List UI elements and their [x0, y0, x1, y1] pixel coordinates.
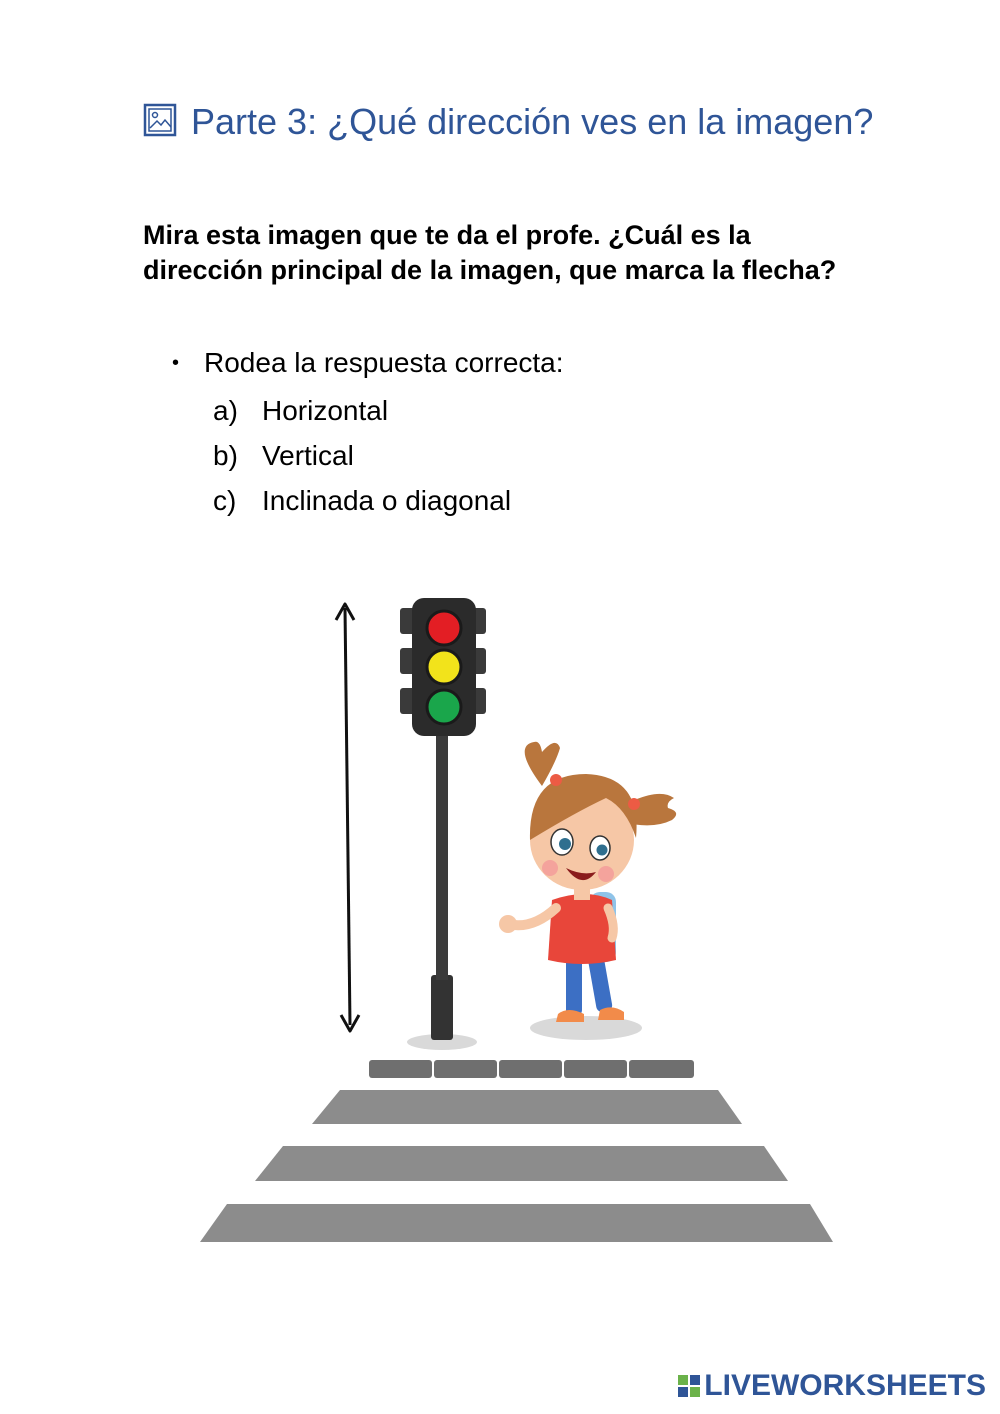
illustration [190, 590, 850, 1260]
image-frame-icon [143, 101, 177, 135]
instruction-text: Rodea la respuesta correcta: [204, 347, 564, 378]
answer-options [213, 388, 511, 523]
watermark [678, 1368, 986, 1404]
option-label: Horizontal [262, 395, 389, 426]
option-label: Inclinada o diagonal [262, 485, 512, 516]
option-a[interactable] [213, 388, 511, 433]
liveworksheets-logo-icon [678, 1375, 700, 1397]
traffic-light-icon [400, 598, 486, 1050]
watermark-text: LIVEWORKSHEETS [704, 1369, 986, 1402]
girl-with-backpack-icon [499, 742, 676, 1040]
question-text: Mira esta imagen que te da el profe. ¿Cuál es la dirección principal de la imagen, que marca la flecha? [143, 220, 837, 285]
option-c[interactable] [213, 478, 511, 523]
option-b[interactable] [213, 433, 511, 478]
option-label: Vertical [262, 440, 354, 471]
option-letter: a) [213, 395, 238, 426]
option-letter: b) [213, 440, 238, 471]
bullet-icon: • [172, 352, 180, 374]
option-letter: c) [213, 485, 237, 516]
crosswalk-icon [200, 1060, 833, 1242]
instruction-item [172, 344, 564, 382]
vertical-double-arrow-icon [336, 604, 359, 1031]
page-title-text: Parte 3: ¿Qué dirección ves en la imagen? [191, 101, 874, 142]
page-title [143, 98, 903, 146]
